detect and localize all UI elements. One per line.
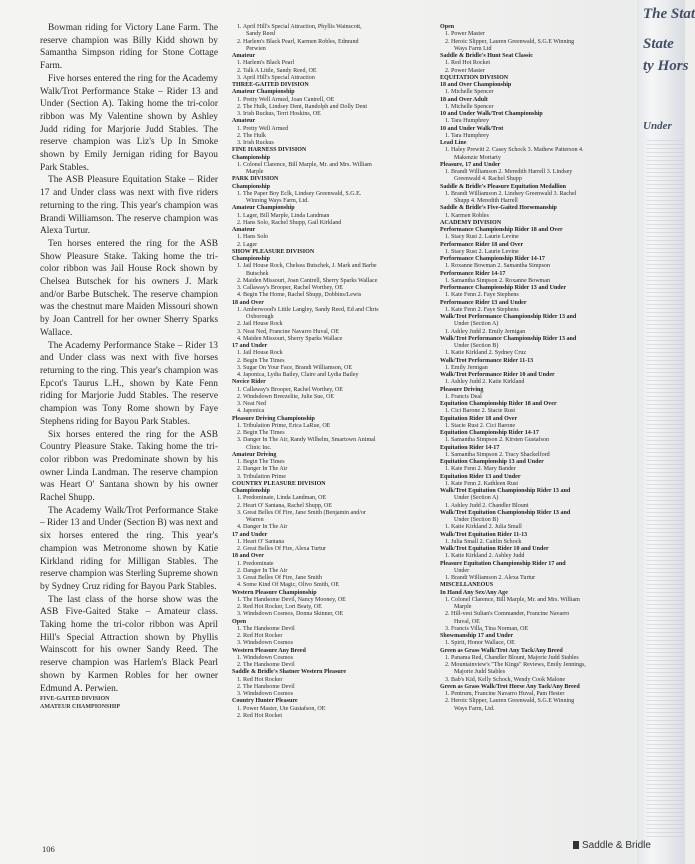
publication-name: Saddle & Bridle [582,840,651,851]
class-heading: Performance Championship Rider 14-17 [440,256,545,262]
result-continuation: Ways Farm, Ltd. [454,705,495,712]
result-entry: 1. Samantha Simpson 2. Kirsten Gustafson [445,437,549,444]
result-entry: 1. Samantha Simpson 2. Roxanne Bowman [445,277,550,284]
class-heading: 10 and Under Walk/Trot Championship [440,111,543,117]
class-heading: Saddle & Bridle's Pleasure Equitation Medallion [440,183,567,190]
result-continuation: Marple [454,604,472,610]
result-entry: 1. Jail House Rock, Chelsea Butschek, J. Mark and Barbe [237,263,377,270]
result-entry: 2. Begin The Times [237,430,285,436]
class-heading: AMATEUR CHAMPIONSHIP [40,704,121,711]
class-heading: Championship [232,256,270,262]
result-continuation: Majorie Judd Stables [454,669,506,676]
result-entry: 1. Windsdown Cosmos [237,654,293,661]
class-heading: Amateur Driving [232,451,277,458]
result-entry: 3. April Hill's Special Attraction [237,74,315,81]
division-heading: THREE-GAITED DIVISION [232,82,309,88]
result-entry: 1. Callaway's Brooper, Rachel Worthey, OE [237,386,343,393]
result-entry: 1. Harlem's Black Pearl [237,60,295,67]
result-entry: 1. Ashley Judd 2. Katie Kirkland [445,379,525,386]
edge-text: ty Hors [643,58,689,74]
class-heading: Equitation Rider 13 and Under [440,473,521,480]
result-entry: 1. Begin The Times [237,459,285,465]
division-heading: ACADEMY DIVISION [440,219,502,226]
result-entry: 2. Maiden Missouri, Joan Cantrell, Sherry Sparks Wallace [237,277,378,284]
result-entry: 4. Japonica [237,408,265,415]
result-entry: 2. Mountainview's "The Kings" Reviews, Emily Jennings, [445,662,586,668]
class-heading: Pleasure, 17 and Under [440,161,501,168]
class-heading: 18 and Over [232,553,264,560]
result-entry: 1. Brandi Williamson 2. Alexa Turtur [445,575,536,581]
result-entry: 3. Neat Ned [237,401,267,407]
results-column-right [440,24,632,836]
result-entry: 2. Danger In The Air [237,466,288,473]
result-entry: 2. The Handsome Devil [237,683,295,690]
class-heading: Equitation Rider 14-17 [440,444,500,451]
result-entry: 1. Predominate [237,560,274,567]
class-heading: Green as Grass Walk/Trot Any Tack/Any Breed [440,647,563,654]
result-entry: 3. Irish Ruckus [237,140,274,146]
result-continuation: Makenzie Moriarty [454,154,501,161]
result-entry: 3. Neat Ned, Francine Navarro Huval, OE [237,328,339,335]
result-entry: 1. Karmen Robles [445,212,489,219]
result-entry: 1. Pretty Well Armed, Joan Cantrell, OE [237,96,335,103]
class-heading: Walk/Trot Performance Rider 11-13 [440,357,534,364]
result-entry: 1. The Handsome Devil, Nancy Mooney, OE [237,596,346,603]
result-entry: 1. Colonel Clarence, Bill Marple, Mr. and Mrs. William [237,161,372,168]
result-entry: 2. Talk A Little, Sandy Reed, OE [237,67,317,74]
class-heading: Walk/Trot Performance Championship Rider 13 and [440,335,577,342]
division-heading: PARK DIVISION [232,176,279,183]
class-heading: Championship [232,183,270,190]
result-entry: 3. Danger In The Air, Randy Wilhelm, Smartown Animal [237,437,376,444]
result-entry: 4. Begin The Home, Rachel Shupp, Dobbins/Lewis [237,292,362,299]
class-heading: 17 and Under [232,531,268,538]
result-entry: 1. Jail House Rock [237,350,283,357]
result-entry: 1. Roxanne Bowman 2. Samantha Simpson [445,263,550,270]
class-heading: Equitation Championship Rider 14-17 [440,430,539,436]
class-heading: Novice Rider [232,379,266,386]
result-continuation: Winning Ways Farm, Ltd. [246,198,309,204]
class-heading: Amateur [232,118,256,125]
class-heading: Lead Line [440,140,467,146]
class-heading: Saddle & Bridle's Shatner Western Pleasure [232,669,347,676]
class-heading: Saddle & Bridle's Hunt Seat Classic [440,53,533,59]
page-number: 106 [42,844,55,854]
result-entry: 2. The Hulk, Lindsey Dent, Randolph and Dolly Dent [237,103,368,110]
result-entry: 2. Red Hot Rocker [237,633,283,639]
class-heading: Western Pleasure Any Breed [232,647,306,654]
result-entry: 1. Cici Barone 2. Stacie Rust [445,408,516,415]
class-heading: Open [440,24,455,30]
result-continuation: Perwien [246,45,266,52]
result-entry: 1. Red Hot Rocket [445,60,491,67]
result-entry: 1. Lager, Bill Marple, Linda Landman [237,212,330,219]
class-heading: Pleasure Driving [440,386,484,393]
division-heading: COUNTRY PLEASURE DIVISION [232,480,326,487]
result-entry: 2. Red Hot Rocket [237,712,283,719]
result-entry: 1. Haley Prewitt 2. Casey Schock 3. Mathew Patterson 4. [445,147,584,154]
article-paragraph: Ten horses entered the ring for the ASB Show Pleasure Stake. Taking home the tri-color ribbon was Jail House Rock shown by Chelsea Butschek for his owners J. Mark and/or Barbe Butschek. The reserve champion was the chestnut mare Maiden Missouri shown by Joan Cantrell for her owner Sherry Sparks Wallace. [40,238,218,338]
results-column-left [232,24,428,836]
result-continuation: Under (Section A) [454,321,499,328]
result-entry: 1. The Handsome Devil [237,625,295,632]
publication-logo [573,840,651,851]
result-entry: 1. Hans Solo [237,234,269,241]
result-entry: 3. Bab's Kid, Kelly Schock, Wendy Cook Malone [445,676,566,683]
class-heading: Open [232,618,247,625]
result-entry: 1. Francis Deal [445,393,482,400]
result-continuation: Ways Farm Ltd [454,45,492,52]
class-heading: Showmanship 17 and Under [440,633,514,639]
class-heading: Green as Grass Walk/Trot Horse Any Tack/Any Breed [440,683,580,690]
edge-text: The Stat [643,6,695,22]
result-entry: 2. Power Master [445,67,485,74]
result-continuation: Warren [246,517,264,523]
article-paragraph: The Academy Performance Stake – Rider 13 and Under class was next with five horses returning to the ring. This year's champion was Epcot's Taurus L.H., shown by Kate Fenn riding for Marjorie Judd Stables. The reserve champion was Tony Rome shown by Faye Stephens riding for Bayou Park Stables. [40,340,218,427]
result-entry: 1. Stacy Rust 2. Laurie Levine [445,248,519,255]
article-paragraph: Bowman riding for Victory Lane Farm. The reserve champion was Billy Kidd shown by Samantha Simpson riding for Stone Cottage Farm. [40,23,218,72]
result-continuation: Butschek [246,270,269,277]
result-entry: 3. Callaway's Brooper, Rachel Worthey, OE [237,285,343,291]
result-entry: 1. Kate Fenn 2. Faye Stephens [445,306,519,313]
class-heading: 18 and Over Championship [440,82,512,88]
result-entry: 3. Windsdown Cosmos [237,640,293,647]
result-entry: 1. Tribulation Prime, Erica LaRue, OE [237,422,331,429]
class-heading: Walk/Trot Performance Rider 10 and Under [440,372,555,378]
article-paragraph: The last class of the horse show was the ASB Five-Gaited Stake – Amateur class. Taking home the tri-color ribbon was April Hill's Special Attraction shown by Phyllis Wainscott for his owner Sandy Reed. The reserve champion was Harlem's Black Pearl shown by Karmen Robles for her owner Edmund A. Perwien. [40,594,218,694]
result-entry: 1. Kate Fenn 2. Faye Stephens [445,292,519,299]
class-heading: Performance Rider 14-17 [440,270,506,277]
result-entry: 1. Heart O' Santana [237,538,285,545]
result-entry: 1. Michelle Spencer [445,89,494,96]
class-heading: Western Pleasure Championship [232,589,317,596]
result-entry: 3. Tribulation Prime [237,473,286,480]
class-heading: Performance Championship Rider 18 and Over [440,227,563,233]
class-heading: Pleasure Equitation Championship Rider 17 and [440,560,566,567]
result-continuation: Shupp 4. Meredith Harrell [454,198,518,204]
result-continuation: Clinic Inc. [246,444,272,451]
class-heading: Walk/Trot Equitation Rider 11-13 [440,531,528,538]
result-continuation: Huval, OE [454,618,480,625]
result-entry: 3. Great Belles Of Fire, Jane Smith (Benjamin and/or [237,509,366,516]
result-entry: 4. Japonica, Lydia Bailey, Claire and Lydia Bailey [237,372,359,378]
division-heading: EQUITATION DIVISION [440,74,509,81]
article-paragraph: Six horses entered the ring for the ASB Country Pleasure Stake. Taking home the tri-color ribbon was Predominate shown by his owner Linda Landman. The reserve champion was Heart O' Santana shown by his owner Rachel Shupp. [40,429,218,504]
result-entry: 1. Panama Red, Chandler Blount, Majorie Judd Stables [445,654,579,661]
result-entry: 3. Windsdown Cosmos, Donna Skinner, OE [237,611,344,618]
result-entry: 1. Ashley Judd 2. Chandler Blount [445,502,529,509]
division-heading: FINE HARNESS DIVISION [232,147,307,154]
result-continuation: Under (Section A) [454,495,499,502]
class-heading: 17 and Under [232,343,268,349]
result-entry: 4. Danger In The Air [237,524,288,531]
result-entry: 2. Jail House Rock [237,321,283,328]
edge-text: State [643,36,674,52]
class-heading: In Hand Any Sex/Any Age [440,589,508,596]
result-entry: 1. Brandi Williamson 2. Meredith Harrell 3. Lindsey [445,169,573,175]
class-heading: 10 and Under Walk/Trot [440,125,504,132]
division-heading: FIVE-GAITED DIVISION [40,696,110,703]
result-entry: 4. Maiden Missouri, Sherry Sparks Wallace [237,335,343,342]
result-entry: 2. Hans Solo, Rachel Shupp, Gail Kirkland [237,219,342,226]
result-entry: 1. Amberwood's Little Langley, Sandy Reed, Ed and Chris [237,306,379,313]
result-entry: 2. Lager [237,241,258,248]
result-entry: 1. Katie Kirkland 2. Ashley Judd [445,553,525,560]
result-entry: 1. Tara Humphrey [445,132,489,139]
result-entry: 2. The Handsome Devil [237,662,295,668]
result-entry: 1. Samantha Simpson 2. Tracy Shackelford [445,451,550,458]
result-entry: 2. Danger In The Air [237,567,288,574]
class-heading: Saddle & Bridle's Five-Gaited Horsemanship [440,205,557,212]
result-entry: 4. Some Kind Of Magic, Olivo Smith, OE [237,582,340,589]
division-heading: MISCELLANEOUS [440,582,494,589]
class-heading: Amateur [232,227,256,233]
class-heading: Performance Championship Rider 13 and Under [440,285,567,291]
class-heading: Walk/Trot Equitation Championship Rider 13 and [440,509,571,516]
article-paragraph: The ASB Pleasure Equitation Stake – Rider 17 and Under class was next with five riders returning to the ring. This year's champion was Brandi Williamson. The reserve champion was Alexa Turtur. [40,175,218,237]
stacked-magazines-edge [637,0,695,864]
result-entry: 3. Windsdown Cosmos [237,691,293,697]
result-entry: 2. Red Hot Rocker, Lori Beaty, OE [237,604,322,610]
result-entry: 1. Julia Small 2. Caitlin Schock [445,538,522,545]
class-heading: Championship [232,488,270,494]
class-heading: Performance Rider 18 and Over [440,241,524,248]
result-entry: 1. Pretty Well Armed [237,125,289,132]
result-entry: 1. Power Master [445,31,485,38]
class-heading: Equitation Championship Rider 18 and Over [440,401,557,407]
result-entry: 1. Spirit, Honor Wallace, OE [445,640,515,647]
result-continuation: Marple [246,169,264,175]
result-entry: 1. Power Master, Ute Gustafson, OE [237,705,326,712]
class-heading: Performance Rider 13 and Under [440,299,527,306]
class-heading: Amateur [232,53,256,59]
division-heading: SHOW PLEASURE DIVISION [232,248,315,255]
result-entry: 2. Harlem's Black Pearl, Karmen Robles, Edmund [237,38,359,45]
class-heading: Equitation Rider 18 and Over [440,415,518,422]
result-entry: 1. Ashley Judd 2. Emily Jernigan [445,328,526,335]
result-entry: 3. Irish Ruckus, Terri Hoskins, OE [237,111,321,117]
result-entry: 3. Francis Villa, Tina Norman, OE [445,625,529,632]
article-paragraph: Five horses entered the ring for the Academy Walk/Trot Performance Stake – Rider 13 and Under (Section A). Taking home the tri-color ribbon was My Valentine shown by Ashley Judd riding for Marjorie Judd Stables. The reserve champion was Liz's Up In Smoke shown by Emily Jernigan riding for Bayou Park Stables. [40,73,218,173]
edge-text: Under [643,120,672,132]
result-continuation: Under (Section B) [454,517,499,523]
result-entry: 1. Kate Fenn 2. Mary Bander [445,466,516,473]
result-entry: 1. Red Hot Rocker [237,676,283,683]
class-heading: Amateur Championship [232,89,295,96]
result-entry: 1. April Hill's Special Attraction, Phyllis Wainscott, [237,24,362,30]
result-continuation: Sandy Reed [246,31,276,38]
class-heading: Championship [232,154,270,161]
class-heading: Walk/Trot Performance Championship Rider 13 and [440,314,577,320]
class-heading: 18 and Over [232,299,264,306]
class-heading: 18 and Over Adult [440,96,488,103]
result-entry: 2. Hill-vest Sultan's Commander, Francine Navarro [445,611,570,618]
result-entry: 1. Brandi Williamson 2. Lindsey Greenwald 3. Rachel [445,190,577,197]
result-continuation: Under [454,567,470,574]
logo-mark-icon [573,841,579,849]
result-entry: 1. Katie Kirkland 2. Sydney Cruz [445,350,527,357]
result-entry: 2. Windsdown Breezelite, Julie Sue, OE [237,393,335,400]
result-continuation: Greenwald 4. Rachel Shupp [454,176,522,183]
article-column [40,22,218,832]
class-heading: Pleasure Driving Championship [232,415,315,422]
result-entry: 2. Heroic Slipper, Lauren Greenwald, S.G.E Winning [445,698,575,705]
class-heading: Walk/Trot Equitation Rider 10 and Under [440,546,549,552]
result-entry: 2. Begin The Times [237,357,285,364]
result-entry: 1. Kate Fenn 2. Kathleen Rust [445,480,519,487]
result-continuation: Under (Section B) [454,343,499,349]
article-paragraph: The Academy Walk/Trot Performance Stake – Rider 13 and Under (Section B) was next and six horses entered the ring. This year's champion was Metronome shown by Katie Kirkland riding for Milligan Stables. The reserve champion was Sterling Supreme shown by Sydney Cruz riding for Bayou Park Stables. [40,505,218,592]
result-entry: 1. Stacy Rust 2. Laurie Levine [445,234,519,241]
edge-text-texture [647,140,683,840]
result-entry: 1. Stacie Rust 2. Cici Barone [445,422,516,429]
class-heading: Equitation Championship 13 and Under [440,459,544,465]
result-entry: 1. Emily Jernigan [445,364,488,371]
result-entry: 1. Pentrum, Francine Navarro Huval, Pam Hester [445,691,565,697]
class-heading: Amateur Championship [232,205,295,212]
class-heading: Country Hunter Pleasure [232,698,298,705]
result-entry: 1. Michelle Spencer [445,103,494,110]
result-continuation: Oxborough [246,314,274,320]
result-entry: 2. Heroic Slipper, Lauren Greenwald, S.G.E Winning [445,38,575,45]
result-entry: 1. Tara Humphrey [445,118,489,125]
class-heading: Walk/Trot Equitation Championship Rider 13 and [440,488,571,494]
result-entry: 1. Katie Kirkland 2. Julia Small [445,524,522,531]
result-entry: 3. Sugar On Your Face, Brandi Williamson, OE [237,364,353,371]
result-entry: 2. Heart O' Santana, Rachel Shupp, OE [237,502,332,509]
result-entry: 3. Great Belles Of Fire, Jane Smith [237,575,322,581]
result-entry: 2. Great Belles Of Fire, Alexa Turtur [237,546,327,552]
result-entry: 2. The Hulk [237,132,266,139]
result-entry: 1. The Paper Boy Eclk, Lindsey Greenwald, S.G.E. [237,190,362,197]
result-entry: 1. Predominate, Linda Landman, OE [237,495,327,502]
result-entry: 1. Colonel Clarence, Bill Marple, Mr. and Mrs. William [445,596,580,603]
